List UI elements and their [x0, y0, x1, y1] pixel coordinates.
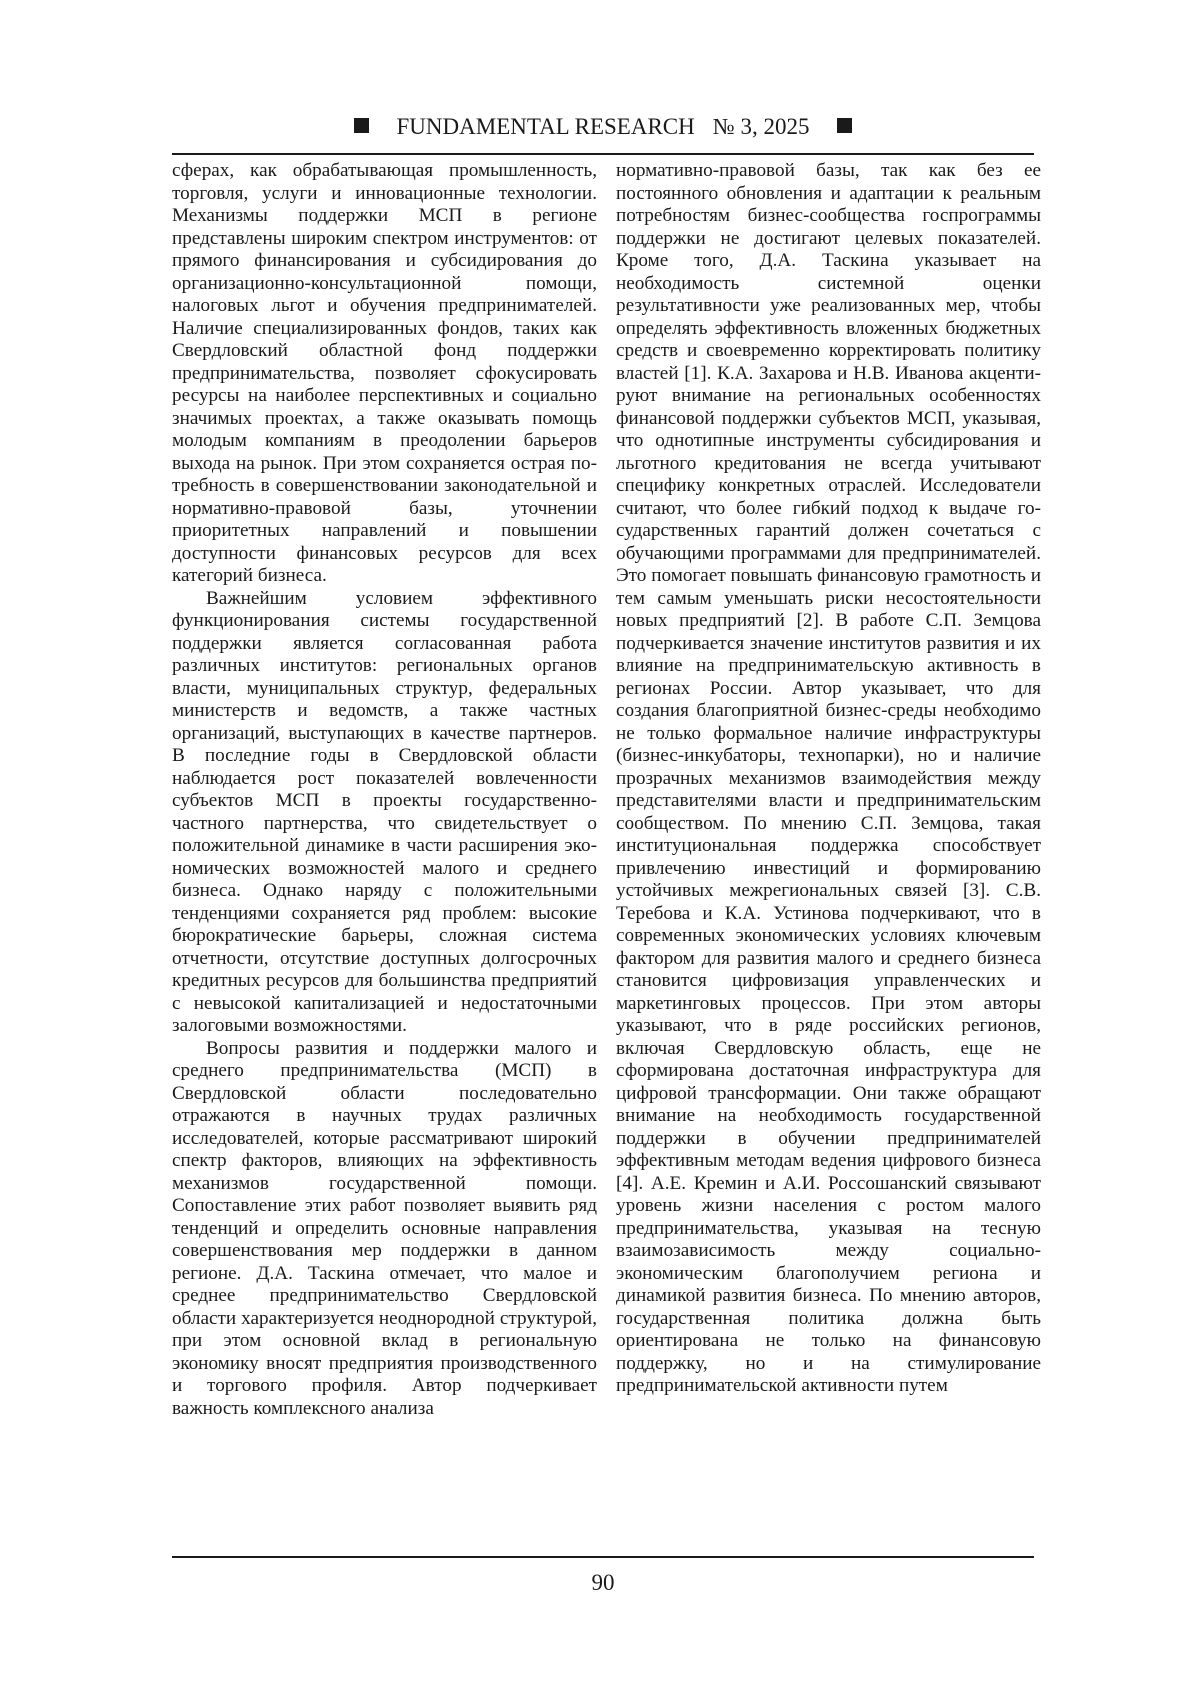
- paragraph: сферах, как обрабатывающая промышлен­ность, торговля, услуги и инновационные технологии. Механизмы поддержки МСП в регионе представлены широким спектром инструментов: от прямого финансирова­ния и субсидирования до организацион­но-консультационной помощи, налоговых льгот и обучения предпринимателей. На­личие специализированных фондов, таких как Свердловский областной фонд под­держки предпринимательства, позволяет сфокусировать ресурсы на наиболее пер­спективных и социально значимых проек­тах, а также оказывать помощь молодым компаниям в преодолении барьеров выхода на рынок. При этом сохраняется острая по­требность в совершенствовании законода­тельной и нормативно-правовой базы, уточ­нении приоритетных направлений и повы­шении доступности финансовых ресурсов для всех категорий бизнеса.: [172, 160, 597, 588]
- journal-title: FUNDAMENTAL RESEARCH: [397, 114, 695, 139]
- paragraph: нормативно-правовой базы, так как без ее постоянного обновления и адаптации к ре­альным потребностям бизнес-сообщества госпрограммы поддержки не достигают це­левых показателей. Кроме того, Д.А. Таски­на указывает на необходимость системной оценки результативности уже реализован­ных мер, чтобы определять эффективность вложенных бюджетных средств и своевре­менно корректировать политику властей [1]. К.А. Захарова и Н.В. Иванова акценти­руют внимание на региональных особен­ностях финансовой поддержки субъектов МСП, указывая, что однотипные инстру­менты субсидирования и льготного креди­тования не всегда учитывают специфику конкретных отраслей. Исследователи счи­тают, что более гибкий подход к выдаче го­сударственных гарантий должен сочетаться с обучающими программами для предпри­нимателей. Это помогает повышать финан­совую грамотность и тем самым уменьшать риски несостоятельности новых предпри­ятий [2]. В работе С.П. Земцова подчерки­вается значение институтов развития и их влияние на предпринимательскую актив­ность в регионах России. Автор указывает, что для создания благоприятной бизнес-сре­ды необходимо не только формальное нали­чие инфраструктуры (бизнес-инкубаторы, технопарки), но и наличие прозрачных ме­ханизмов взаимодействия между предста­вителями власти и предпринимательским сообществом. По мнению С.П. Земцова, такая институциональная поддержка спо­собствует привлечению инвестиций и фор­мированию устойчивых межрегиональных связей [3]. С.В. Теребова и К.А. Устинова подчеркивают, что в современных эконо­мических условиях ключевым фактором для развития малого и среднего бизнеса становится цифровизация управленческих и маркетинговых процессов. При этом ав­торы указывают, что в ряде российских регионов, включая Свердловскую область, еще не сформирована достаточная инфра­структура для цифровой трансформации. Они также обращают внимание на необхо­димость государственной поддержки в об­учении предпринимателей эффективным методам ведения цифрового бизнеса [4]. А.Е. Кремин и А.И. Россошанский связыва­ют уровень жизни населения с ростом мало­го предпринимательства, указывая на тес­ную взаимозависимость между социаль­но-экономическим благополучием региона и динамикой развития бизнеса. По мнению авторов, государственная политика должна быть ориентирована не только на финан­совую поддержку, но и на стимулирование предпринимательской активности путем: [616, 160, 1041, 1398]
- square-bullet-icon: [354, 118, 369, 133]
- left-column: [172, 160, 597, 1550]
- header-divider: [172, 153, 1034, 155]
- square-bullet-icon: [837, 118, 852, 133]
- paragraph: Важнейшим условием эффективного функционирования системы государствен­ной поддержки является согласованная ра­бота различных институтов: региональных органов власти, муниципальных структур, федеральных министерств и ведомств, а также частных организаций, выступа­ющих в качестве партнеров. В последние годы в Свердловской области наблюдается рост показателей вовлеченности субъектов МСП в проекты государственно-частного партнерства, что свидетельствует о положи­тельной динамике в части расширения эко­номических возможностей малого и средне­го бизнеса. Однако наряду с положительны­ми тенденциями сохраняется ряд проблем: высокие бюрократические барьеры, слож­ная система отчетности, отсутствие доступ­ных долгосрочных кредитных ресурсов для большинства предприятий с невысокой капитализацией и недостаточными залого­выми возможностями.: [172, 588, 597, 1038]
- page-number: 90: [172, 1568, 1034, 1598]
- paragraph: Вопросы развития и поддержки мало­го и среднего предпринимательства (МСП) в Свердловской области последовательно отражаются в научных трудах различных исследователей, которые рассматривают широкий спектр факторов, влияющих на эф­фективность механизмов государственной помощи. Сопоставление этих работ позво­ляет выявить ряд тенденций и определить основные направления совершенствования мер поддержки в данном регионе. Д.А. Та­скина отмечает, что малое и среднее пред­принимательство Свердловской области характеризуется неоднородной структурой, при этом основной вклад в региональную экономику вносят предприятия производ­ственного и торгового профиля. Автор под­черкивает важность комплексного анализа: [172, 1038, 597, 1421]
- running-header: [172, 112, 1034, 146]
- issue-number: № 3, 2025: [713, 114, 810, 139]
- footer-divider: [172, 1556, 1034, 1558]
- right-column: [616, 160, 1041, 1550]
